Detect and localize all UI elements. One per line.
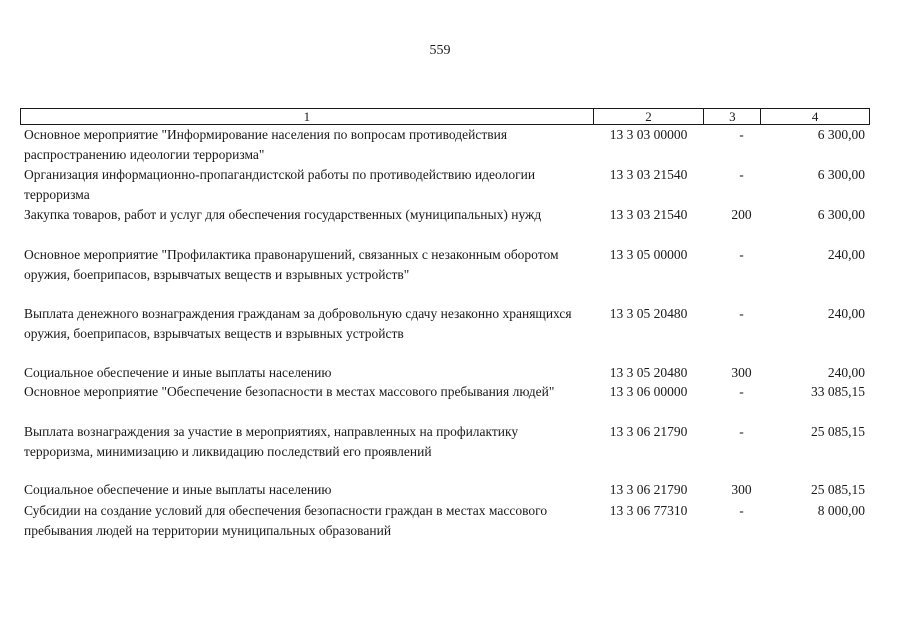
table-row xyxy=(20,125,870,165)
row-code: 13 3 06 21790 xyxy=(609,482,688,497)
row-name: Социальное обеспечение и иные выплаты населению xyxy=(24,365,332,380)
row-name: Основное мероприятие "Профилактика правонарушений, связанных с незаконным оборотом оружия, боеприпасов, взрывчатых веществ и взрывных устройств" xyxy=(24,247,559,282)
row-type: - xyxy=(739,306,744,321)
row-amount: 240,00 xyxy=(827,247,865,262)
row-type: - xyxy=(739,503,744,518)
row-name: Выплата денежного вознаграждения гражданам за добровольную сдачу незаконно хранящихся оружия, боеприпасов, взрывчатых веществ и взрывных устройств xyxy=(24,306,572,341)
row-name: Закупка товаров, работ и услуг для обеспечения государственных (муниципальных) нужд xyxy=(24,207,542,222)
table-row xyxy=(20,245,870,304)
row-code: 13 3 05 00000 xyxy=(609,247,688,262)
row-name: Субсидии на создание условий для обеспечения безопасности граждан в местах массового пребывания людей на территории муниципальных образований xyxy=(24,503,548,538)
row-amount: 25 085,15 xyxy=(811,424,865,439)
table-header xyxy=(20,108,870,125)
table-row xyxy=(20,304,870,363)
header-col-4: 4 xyxy=(760,109,869,124)
table-row xyxy=(20,501,870,541)
row-name: Выплата вознаграждения за участие в мероприятиях, направленных на профилактику терроризма, минимизацию и ликвидацию последствий его проявлений xyxy=(24,424,519,459)
table-row xyxy=(20,480,870,501)
row-type: - xyxy=(739,247,744,262)
row-name: Организация информационно-пропагандистской работы по противодействию идеологии терроризма xyxy=(24,167,536,202)
row-code: 13 3 03 00000 xyxy=(609,127,688,142)
table-row xyxy=(20,205,870,245)
row-amount: 8 000,00 xyxy=(817,503,865,518)
row-type: - xyxy=(739,167,744,182)
row-name: Основное мероприятие "Обеспечение безопасности в местах массового пребывания людей" xyxy=(24,384,555,399)
row-code: 13 3 05 20480 xyxy=(609,365,688,380)
table-row xyxy=(20,382,870,422)
header-col-3: 3 xyxy=(703,109,760,124)
table-row xyxy=(20,363,870,382)
row-code: 13 3 06 00000 xyxy=(609,384,688,399)
header-col-2: 2 xyxy=(593,109,704,124)
row-amount: 6 300,00 xyxy=(817,127,865,142)
page-number: 559 xyxy=(429,43,451,58)
row-amount: 6 300,00 xyxy=(817,207,865,222)
row-type: 200 xyxy=(731,207,752,222)
row-code: 13 3 03 21540 xyxy=(609,167,688,182)
table-row xyxy=(20,165,870,205)
row-code: 13 3 05 20480 xyxy=(609,306,688,321)
row-code: 13 3 03 21540 xyxy=(609,207,688,222)
row-type: - xyxy=(739,127,744,142)
row-type: - xyxy=(739,384,744,399)
header-col-1: 1 xyxy=(303,109,311,124)
row-type: 300 xyxy=(731,482,752,497)
row-name: Социальное обеспечение и иные выплаты населению xyxy=(24,482,332,497)
table-row xyxy=(20,422,870,480)
row-amount: 240,00 xyxy=(827,306,865,321)
row-amount: 25 085,15 xyxy=(811,482,865,497)
budget-table xyxy=(20,108,870,541)
row-code: 13 3 06 21790 xyxy=(609,424,688,439)
row-amount: 240,00 xyxy=(827,365,865,380)
row-type: 300 xyxy=(731,365,752,380)
row-amount: 6 300,00 xyxy=(817,167,865,182)
row-amount: 33 085,15 xyxy=(811,384,865,399)
row-name: Основное мероприятие "Информирование населения по вопросам противодействия распространению идеологии терроризма" xyxy=(24,127,508,162)
row-type: - xyxy=(739,424,744,439)
row-code: 13 3 06 77310 xyxy=(609,503,688,518)
